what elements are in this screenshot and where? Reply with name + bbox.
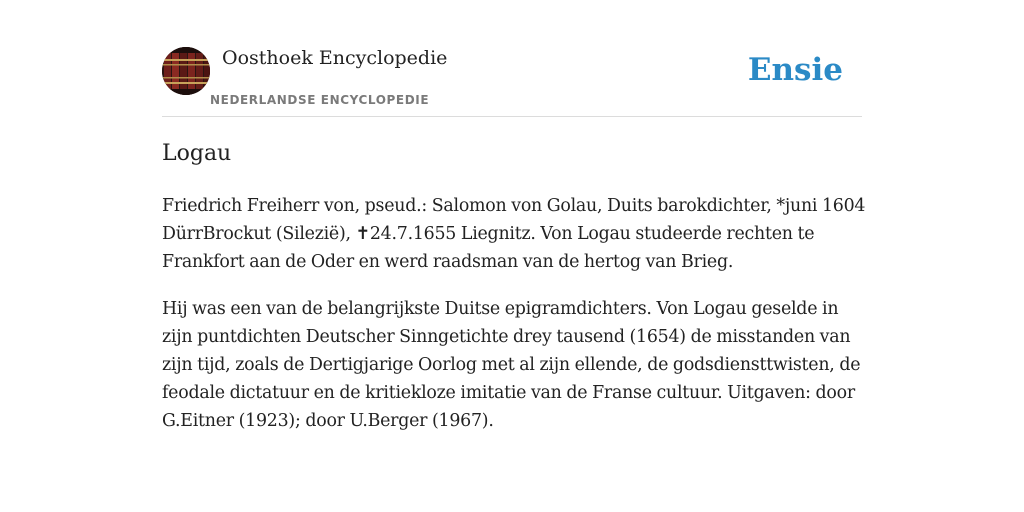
site-header <box>162 46 862 117</box>
brand-logo[interactable]: Ensie <box>747 52 843 88</box>
page-title: Logau <box>162 141 232 166</box>
encyclopedia-books-icon[interactable] <box>162 47 210 95</box>
source-title[interactable]: Oosthoek Encyclopedie <box>222 47 448 69</box>
source-subtitle: NEDERLANDSE ENCYCLOPEDIE <box>210 93 430 107</box>
entry-paragraph-2: Hij was een van de belangrijkste Duitse epigramdichters. Von Logau geselde in zijn puntdichten Deutscher Sinngetichte drey tausend (1654) de misstanden van zijn tijd, zoals de Dertigjarige Oorlog met al zijn ellende, de godsdiensttwisten, de feodale dictatuur en de kritiekloze imitatie van de Franse cultuur. Uitgaven: door G.Eitner (1923); door U.Berger (1967). <box>162 299 861 431</box>
entry-content <box>162 192 867 454</box>
entry-paragraph-1: Friedrich Freiherr von, pseud.: Salomon von Golau, Duits barokdichter, *juni 1604 DürrBrockut (Silezië), ✝24.7.1655 Liegnitz. Von Logau studeerde rechten te Frankfort aan de Oder en werd raadsman van de hertog van Brieg. <box>162 196 866 272</box>
